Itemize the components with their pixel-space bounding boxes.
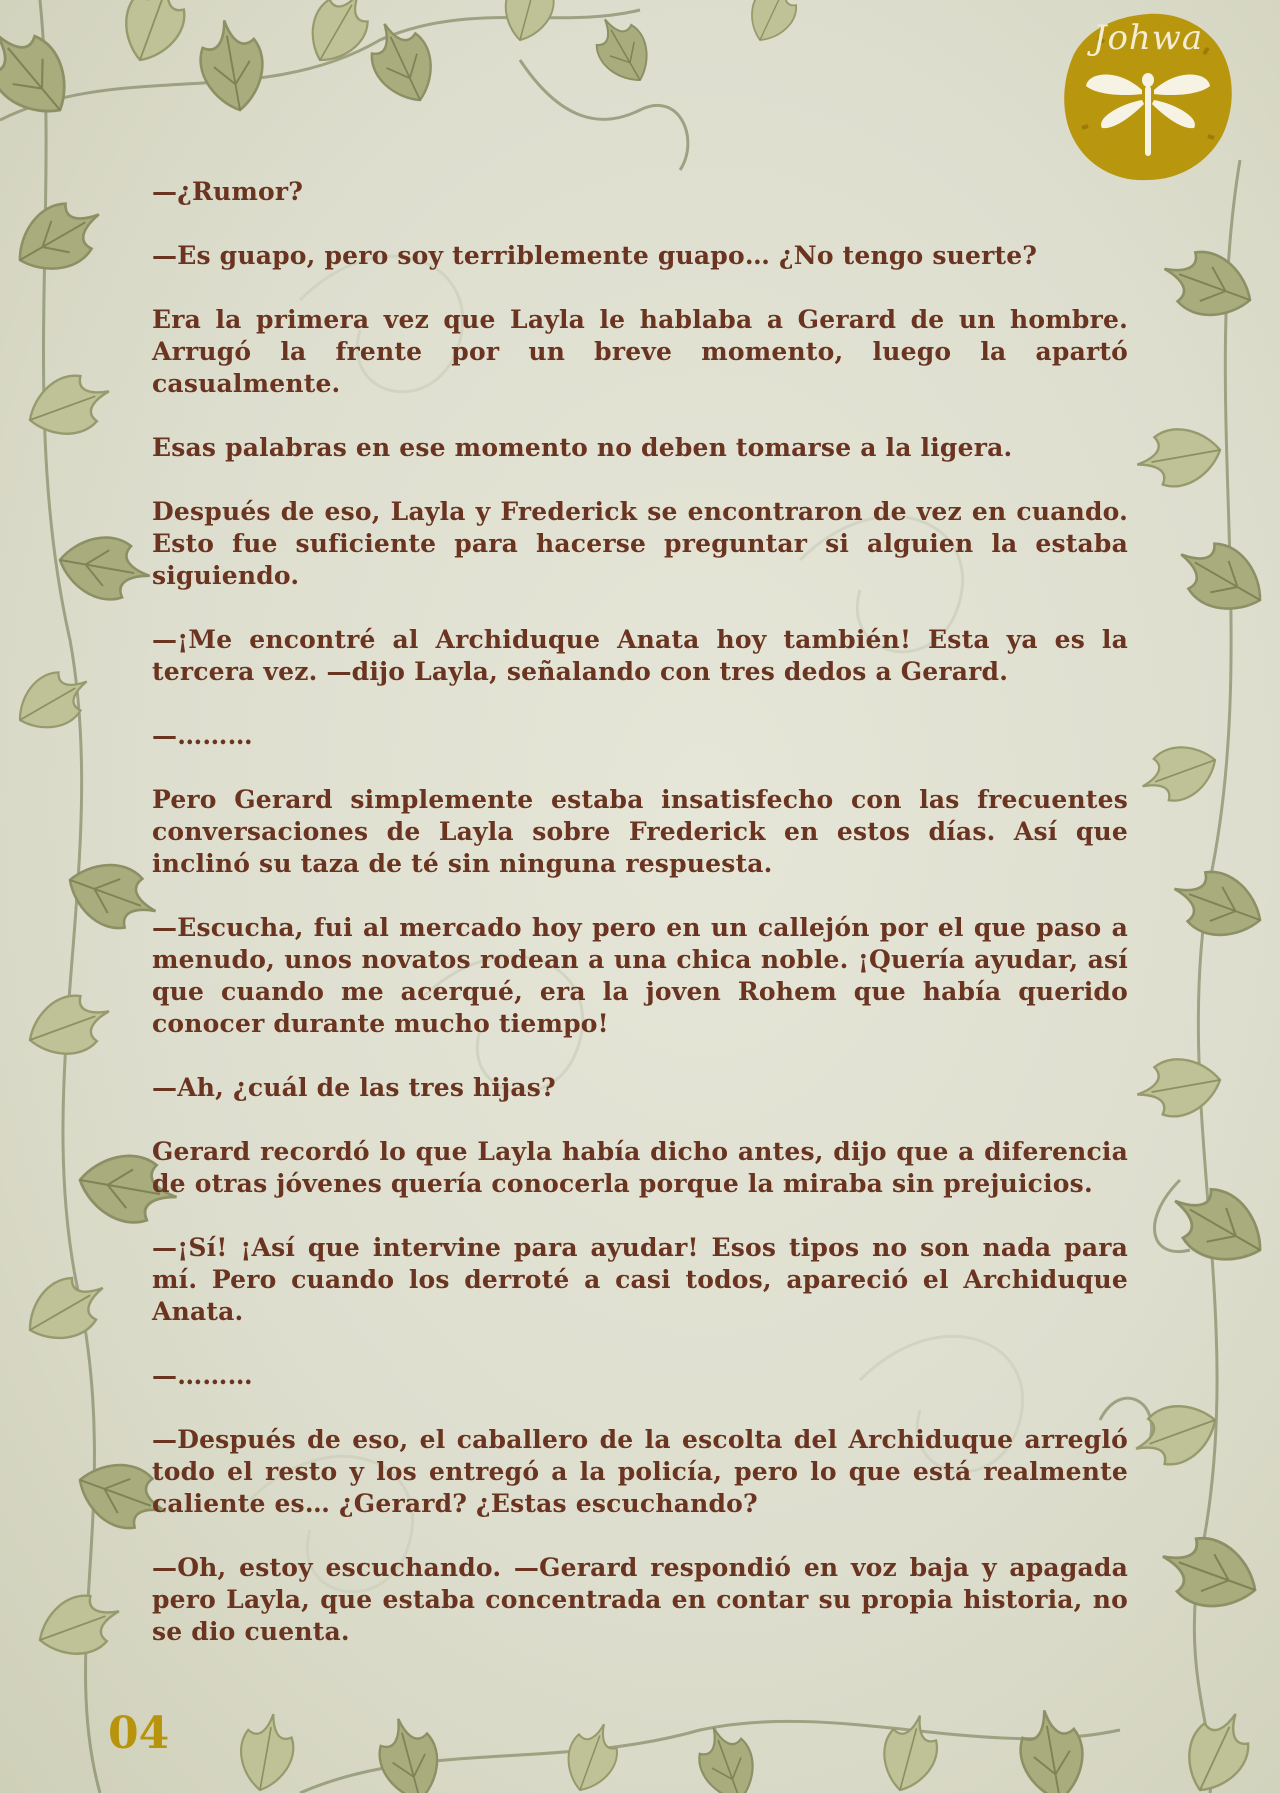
paragraph: —Ah, ¿cuál de las tres hijas?: [152, 1073, 556, 1102]
text-body: [152, 176, 1128, 1680]
paragraph: Después de eso, Layla y Frederick se encontraron de vez en cuando. Esto fue suficiente para hacerse preguntar si alguien la estaba siguiendo.: [152, 497, 1128, 590]
paragraph: —………: [152, 721, 253, 750]
dragonfly-icon: [1058, 8, 1238, 186]
paragraph: —¿Rumor?: [152, 177, 304, 206]
johwa-logo: [1058, 8, 1238, 186]
paragraph: Era la primera vez que Layla le hablaba a Gerard de un hombre. Arrugó la frente por un breve momento, luego la apartó casualmente.: [152, 305, 1128, 398]
logo-text: Johwa: [1092, 18, 1204, 58]
paragraph: —………: [152, 1361, 253, 1390]
paragraph: —Oh, estoy escuchando. —Gerard respondió en voz baja y apagada pero Layla, que estaba concentrada en contar su propia historia, no se dio cuenta.: [152, 1553, 1128, 1646]
paragraph: Gerard recordó lo que Layla había dicho antes, dijo que a diferencia de otras jóvenes quería conocerla porque la miraba sin prejuicios.: [152, 1137, 1128, 1198]
paragraph: —¡Sí! ¡Así que intervine para ayudar! Esos tipos no son nada para mí. Pero cuando los derroté a casi todos, apareció el Archiduque Anata.: [152, 1233, 1128, 1326]
paragraph: —Es guapo, pero soy terriblemente guapo… ¿No tengo suerte?: [152, 241, 1038, 270]
paragraph: —¡Me encontré al Archiduque Anata hoy también! Esta ya es la tercera vez. —dijo Layla, señalando con tres dedos a Gerard.: [152, 625, 1128, 686]
paragraph: Pero Gerard simplemente estaba insatisfecho con las frecuentes conversaciones de Layla sobre Frederick en estos días. Así que inclinó su taza de té sin ninguna respuesta.: [152, 785, 1128, 878]
paragraph: —Escucha, fui al mercado hoy pero en un callejón por el que paso a menudo, unos novatos rodean a una chica noble. ¡Quería ayudar, así que cuando me acerqué, era la joven Rohem que había querido conocer durante mucho tiempo!: [152, 913, 1128, 1038]
paragraph: —Después de eso, el caballero de la escolta del Archiduque arregló todo el resto y los entregó a la policía, pero lo que está realmente caliente es… ¿Gerard? ¿Estas escuchando?: [152, 1425, 1128, 1518]
page-number: 04: [108, 1708, 170, 1759]
paragraph: Esas palabras en ese momento no deben tomarse a la ligera.: [152, 433, 1013, 462]
